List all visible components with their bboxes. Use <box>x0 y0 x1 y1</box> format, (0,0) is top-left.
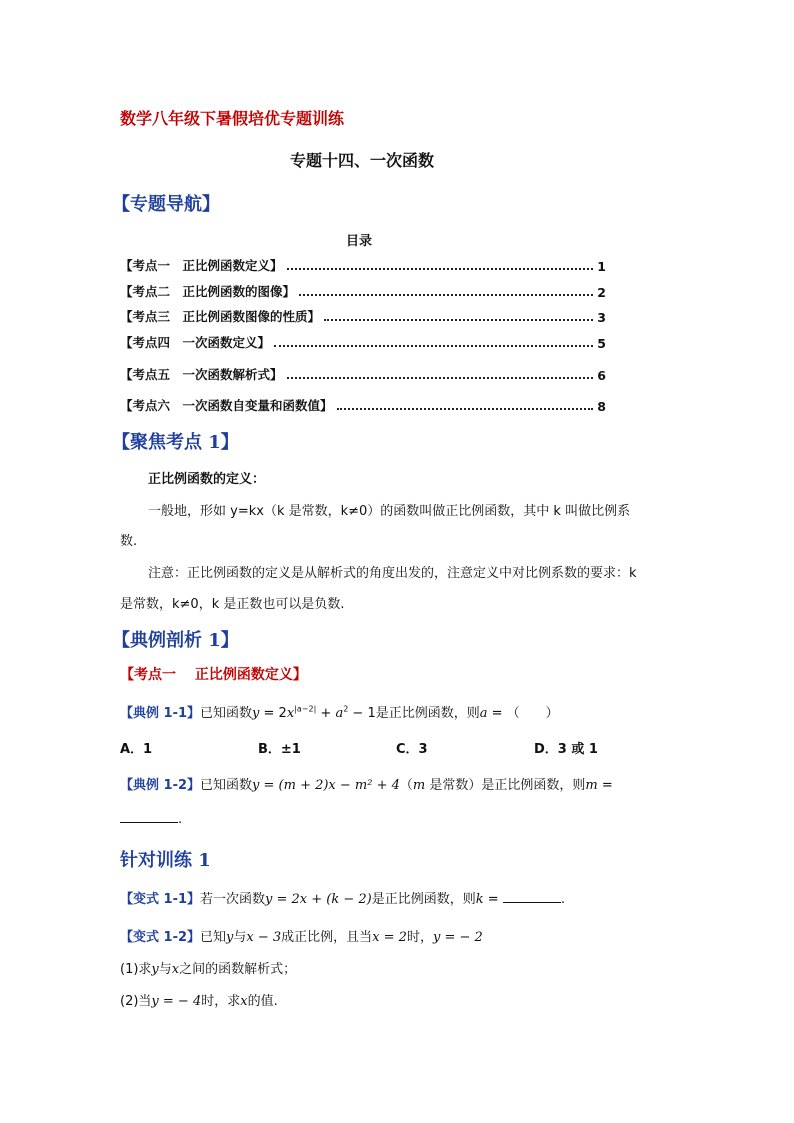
question-text: 时，求 <box>201 994 241 1009</box>
variant-stem: 是正比例函数，则 <box>371 892 476 907</box>
toc-item[interactable] <box>120 396 606 414</box>
toc-item-label: 【考点五 一次函数解析式】 <box>120 367 283 382</box>
formula-var: x <box>171 962 180 977</box>
formula-var: a <box>479 706 488 721</box>
question-text: (1)求 <box>120 962 152 977</box>
toc-item[interactable] <box>120 307 606 325</box>
formula: x − 3 <box>246 930 282 945</box>
variant-stem: = <box>483 892 503 907</box>
example-stem: 已知函数 <box>200 706 253 721</box>
formula-part: + <box>316 706 336 721</box>
header-title: 数学八年级下暑假培优专题训练 <box>120 109 345 128</box>
section-practice-heading: 针对训练 1 <box>120 850 211 871</box>
example-tag: 【典例 1-1】 <box>120 706 201 721</box>
variant-stem: 成正比例，且当 <box>281 930 373 945</box>
formula: y = 2x + (k − 2) <box>265 892 372 907</box>
formula: y = − 2 <box>432 930 483 945</box>
variant-question-1 <box>120 958 296 977</box>
toc-leader-dots <box>324 319 593 321</box>
example-stem: = <box>597 778 613 793</box>
toc-item-page: 6 <box>597 368 606 383</box>
toc-leader-dots <box>337 408 594 410</box>
variant-stem: 若一次函数 <box>200 892 266 907</box>
formula-var: x <box>286 706 295 721</box>
option-c[interactable]: C．3 <box>396 742 428 757</box>
option-d[interactable]: D．3 或 1 <box>534 742 598 757</box>
answer-paren: = （ ） <box>487 706 559 721</box>
toc-item-label: 【考点三 正比例函数图像的性质】 <box>120 309 321 324</box>
variant-tag: 【变式 1-1】 <box>120 892 201 907</box>
definition-subheading: 正比例函数的定义： <box>148 472 266 487</box>
toc-item-page: 3 <box>597 310 606 325</box>
definition-text: 数. <box>120 534 138 549</box>
toc-item[interactable] <box>120 333 606 351</box>
toc-title: 目录 <box>346 234 373 249</box>
answer-blank[interactable] <box>503 890 561 903</box>
variant-1-1 <box>120 888 565 907</box>
definition-text: 一般地，形如 y=kx（k 是常数，k≠0）的函数叫做正比例函数，其中 k 叫做比例系 <box>148 504 631 519</box>
period: . <box>178 812 183 827</box>
formula-var: k <box>475 892 484 907</box>
toc-leader-dots <box>287 377 594 379</box>
variant-question-2 <box>120 990 278 1009</box>
example-stem: （ <box>399 778 413 793</box>
formula-part: = 2 <box>259 706 287 721</box>
note-text: 是常数，k≠0，k 是正数也可以是负数. <box>120 597 345 612</box>
note-text: 注意：正比例函数的定义是从解析式的角度出发的，注意定义中对比例系数的要求：k <box>148 566 637 581</box>
variant-1-2 <box>120 926 483 945</box>
toc-item-label: 【考点一 正比例函数定义】 <box>120 258 283 273</box>
formula: y = (m + 2)x − m² + 4 <box>252 778 400 793</box>
variant-stem: 已知 <box>200 930 227 945</box>
formula: y = − 4 <box>151 994 202 1009</box>
toc-item-label: 【考点二 正比例函数的图像】 <box>120 284 296 299</box>
formula-var: a <box>335 706 344 721</box>
toc-item-page: 8 <box>597 399 606 414</box>
example-stem: 已知函数 <box>200 778 253 793</box>
toc-leader-dots <box>287 268 594 270</box>
section-focus-heading: 【聚焦考点 1】 <box>112 432 239 453</box>
formula-var: y <box>226 930 234 945</box>
example-tag: 【典例 1-2】 <box>120 778 201 793</box>
option-a[interactable]: A．1 <box>120 742 153 757</box>
formula-var: m <box>412 778 426 793</box>
toc-item-page: 5 <box>597 336 606 351</box>
answer-line <box>120 808 182 827</box>
page-title: 专题十四、一次函数 <box>290 151 435 170</box>
variant-tag: 【变式 1-2】 <box>120 930 201 945</box>
toc-item-page: 1 <box>597 259 606 274</box>
formula: x = 2 <box>372 930 407 945</box>
kaodian-heading: 【考点一 正比例函数定义】 <box>120 667 307 683</box>
example-stem: 是正比例函数，则 <box>375 706 480 721</box>
toc-item[interactable] <box>120 365 606 383</box>
section-nav-heading: 【专题导航】 <box>112 194 220 215</box>
formula-var: x <box>240 994 248 1009</box>
formula-var: m <box>585 778 598 793</box>
toc-item[interactable] <box>120 256 606 274</box>
example-stem: 是常数）是正比例函数，则 <box>425 778 586 793</box>
answer-blank[interactable] <box>120 808 178 823</box>
variant-stem: 时， <box>406 930 433 945</box>
toc-item[interactable] <box>120 282 606 300</box>
question-text: 的值. <box>247 994 278 1009</box>
toc-leader-dots <box>274 345 593 347</box>
toc-item-label: 【考点六 一次函数自变量和函数值】 <box>120 398 333 413</box>
example-1-1 <box>120 702 559 721</box>
variant-stem: 与 <box>233 930 247 945</box>
question-text: 之间的函数解析式； <box>179 962 297 977</box>
question-text: (2)当 <box>120 994 152 1009</box>
toc-leader-dots <box>299 294 593 296</box>
formula-part: − 1 <box>348 706 376 721</box>
section-example-heading: 【典例剖析 1】 <box>112 630 239 651</box>
toc-item-label: 【考点四 一次函数定义】 <box>120 335 271 350</box>
option-b[interactable]: B．±1 <box>258 742 301 757</box>
period: . <box>560 892 565 907</box>
formula-exponent: 2 <box>343 704 349 714</box>
formula-var: y <box>252 706 260 721</box>
example-1-2 <box>120 774 613 793</box>
toc-item-page: 2 <box>597 285 606 300</box>
formula-exponent: |a−2| <box>294 704 317 714</box>
question-text: 与 <box>158 962 172 977</box>
formula-var: y <box>151 962 159 977</box>
